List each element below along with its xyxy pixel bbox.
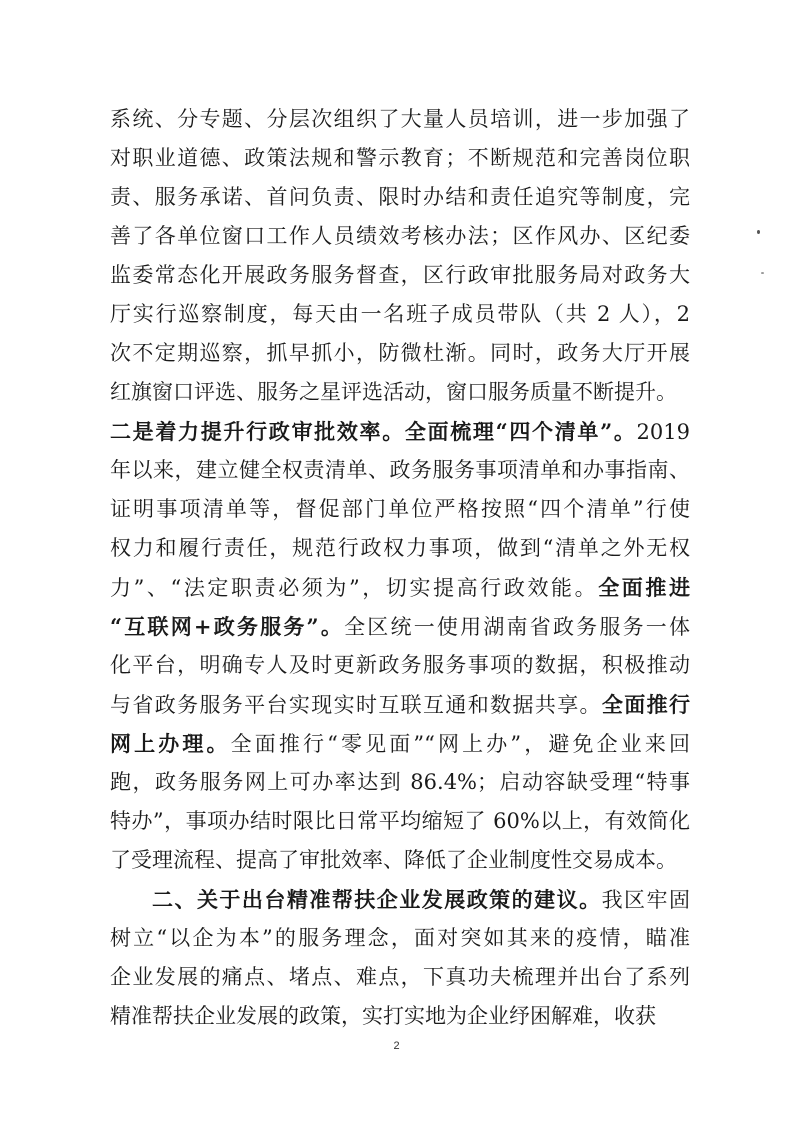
bold-text-run: 二是着力提升行政审批效率。全面梳理“四个清单”。 (110, 419, 637, 444)
text-line (110, 139, 690, 178)
text-run: 红旗窗口评选、服务之星评选活动，窗口服务质量不断提升。 (110, 380, 677, 404)
text-run: 跑，政务服务网上可办率达到 86.4%；启动容缺受理“特事 (110, 770, 690, 794)
text-run: 善了各单位窗口工作人员绩效考核办法；区作风办、区纪委 (110, 224, 690, 248)
bold-text-run: 全面推行 (601, 692, 691, 717)
scan-speck (761, 272, 764, 274)
text-run: 监委常态化开展政务服务督查，区行政审批服务局对政务大 (110, 263, 690, 287)
text-run: 化平台，明确专人及时更新政务服务事项的数据，积极推动 (110, 653, 690, 677)
text-run: 与省政务服务平台实现实时互联互通和数据共享。 (110, 693, 602, 717)
text-run: 证明事项清单等，督促部门单位严格按照“四个清单”行使 (110, 497, 690, 521)
text-line (110, 295, 690, 334)
text-run: 树立“以企为本”的服务理念，面对突如其来的疫情，瞄准 (110, 926, 690, 950)
text-run: 全区统一使用湖南省政务服务一体 (344, 615, 690, 639)
text-run: 2019 (636, 420, 690, 444)
body-text (110, 100, 690, 1036)
text-line (110, 919, 690, 958)
text-line (110, 529, 690, 568)
text-run: 力”、“法定职责必须为”，切实提高行政效能。 (110, 576, 599, 600)
text-run: 系统、分专题、分层次组织了大量人员培训，进一步加强了 (110, 107, 690, 131)
scan-speck (757, 230, 760, 234)
text-run: 特办”，事项办结时限比日常平均缩短了 60%以上，有效简化 (110, 809, 690, 833)
text-run: 对职业道德、政策法规和警示教育；不断规范和完善岗位职 (110, 146, 690, 170)
text-run: 次不定期巡察，抓早抓小，防微杜渐。同时，政务大厅开展 (110, 341, 690, 365)
text-line (110, 997, 690, 1036)
bold-text-run: 全面推进 (598, 575, 690, 600)
text-line (110, 646, 690, 685)
text-line (110, 841, 690, 880)
text-run: 年以来，建立健全权责清单、政务服务事项清单和办事指南、 (110, 458, 690, 482)
text-line (110, 373, 690, 412)
text-line (110, 490, 690, 529)
text-run: 企业发展的痛点、堵点、难点，下真功夫梳理并出台了系列 (110, 965, 690, 989)
text-line (110, 100, 690, 139)
text-line (110, 568, 690, 607)
text-run: 责、服务承诺、首问负责、限时办结和责任追究等制度，完 (110, 185, 690, 209)
text-line (110, 724, 690, 763)
text-run: 厅实行巡察制度，每天由一名班子成员带队（共 2 人），2 (110, 302, 690, 326)
text-run: 权力和履行责任，规范行政权力事项，做到“清单之外无权 (110, 536, 690, 560)
text-line (110, 763, 690, 802)
text-line (110, 451, 690, 490)
text-line (110, 802, 690, 841)
text-line (110, 880, 690, 919)
page-number: 2 (393, 1040, 400, 1052)
text-line (110, 256, 690, 295)
bold-text-run: 二、关于出台精准帮扶企业发展政策的建议。 (152, 887, 602, 912)
text-run: 精准帮扶企业发展的政策，实打实地为企业纾困解难，收获 (110, 1004, 656, 1028)
text-line (110, 178, 690, 217)
text-line (110, 607, 690, 646)
text-run: 全面推行“零见面”“网上办”，避免企业来回 (230, 732, 690, 756)
text-line (110, 685, 690, 724)
bold-text-run: “互联网+政务服务”。 (110, 614, 345, 639)
text-run: 了受理流程、提高了审批效率、降低了企业制度性交易成本。 (110, 848, 677, 872)
text-line (110, 217, 690, 256)
text-line (110, 958, 690, 997)
bold-text-run: 网上办理。 (110, 731, 231, 756)
text-line (110, 412, 690, 451)
text-run: 我区牢固 (601, 888, 691, 912)
text-line (110, 334, 690, 373)
